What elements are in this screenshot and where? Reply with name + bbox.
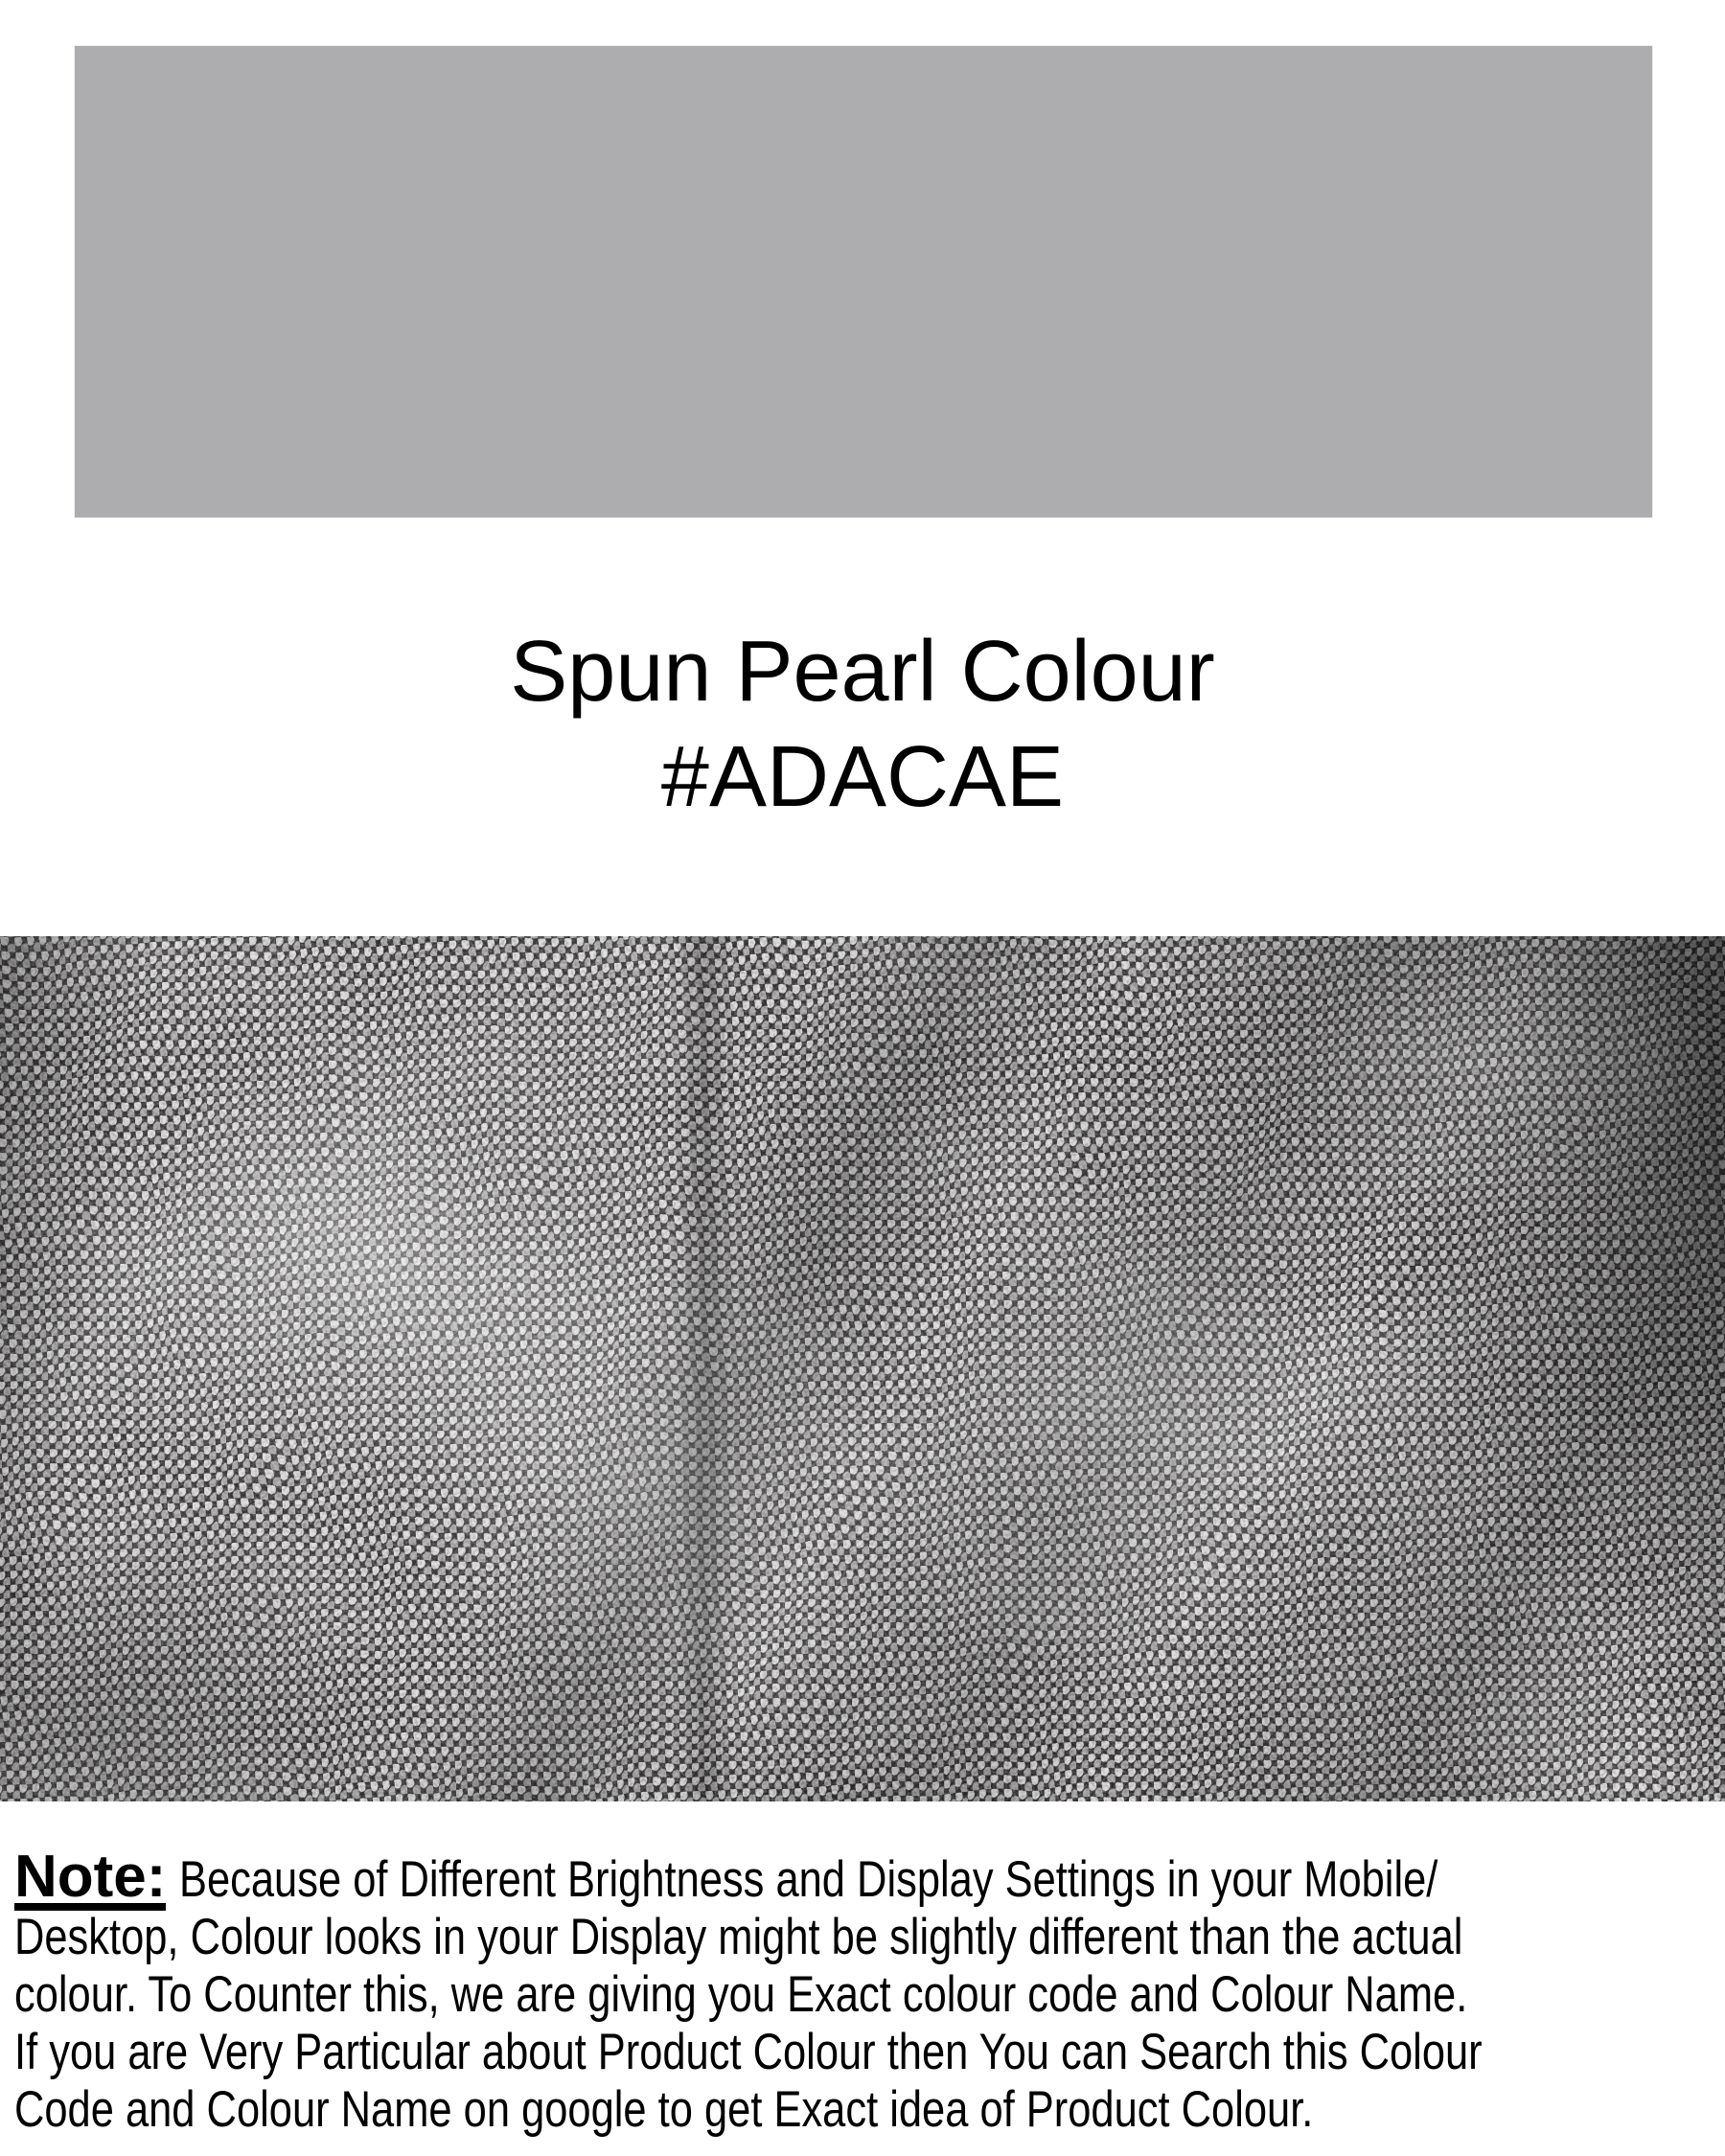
note-label: Note: (14, 1844, 167, 1910)
note-line-4 (14, 2024, 1725, 2081)
fabric-texture-photo (0, 936, 1725, 1801)
fabric-fold-shading (0, 936, 1725, 1801)
note-line-1 (14, 1844, 1725, 1910)
note-line-5-text: Code and Colour Name on google to get Exact idea of Product Colour. (14, 2081, 1314, 2138)
note-line-4-text: If you are Very Particular about Product Colour then You can Search this Colour (14, 2024, 1483, 2080)
note-line-3-text: colour. To Counter this, we are giving you Exact colour code and Colour Name. (14, 1966, 1468, 2023)
note-section (14, 1844, 1725, 2139)
note-line-3 (14, 1966, 1725, 2024)
colour-hex-text: #ADACAE (660, 729, 1065, 825)
note-line-2 (14, 1909, 1725, 1966)
colour-swatch (75, 46, 1652, 517)
colour-title (0, 619, 1725, 830)
note-line-5 (14, 2081, 1725, 2139)
note-line-2-text: Desktop, Colour looks in your Display might be slightly different than the actual (14, 1909, 1463, 1965)
colour-name-text: Spun Pearl Colour (510, 624, 1215, 720)
note-line-1-text: Because of Different Brightness and Display Settings in your Mobile/ (179, 1851, 1438, 1908)
